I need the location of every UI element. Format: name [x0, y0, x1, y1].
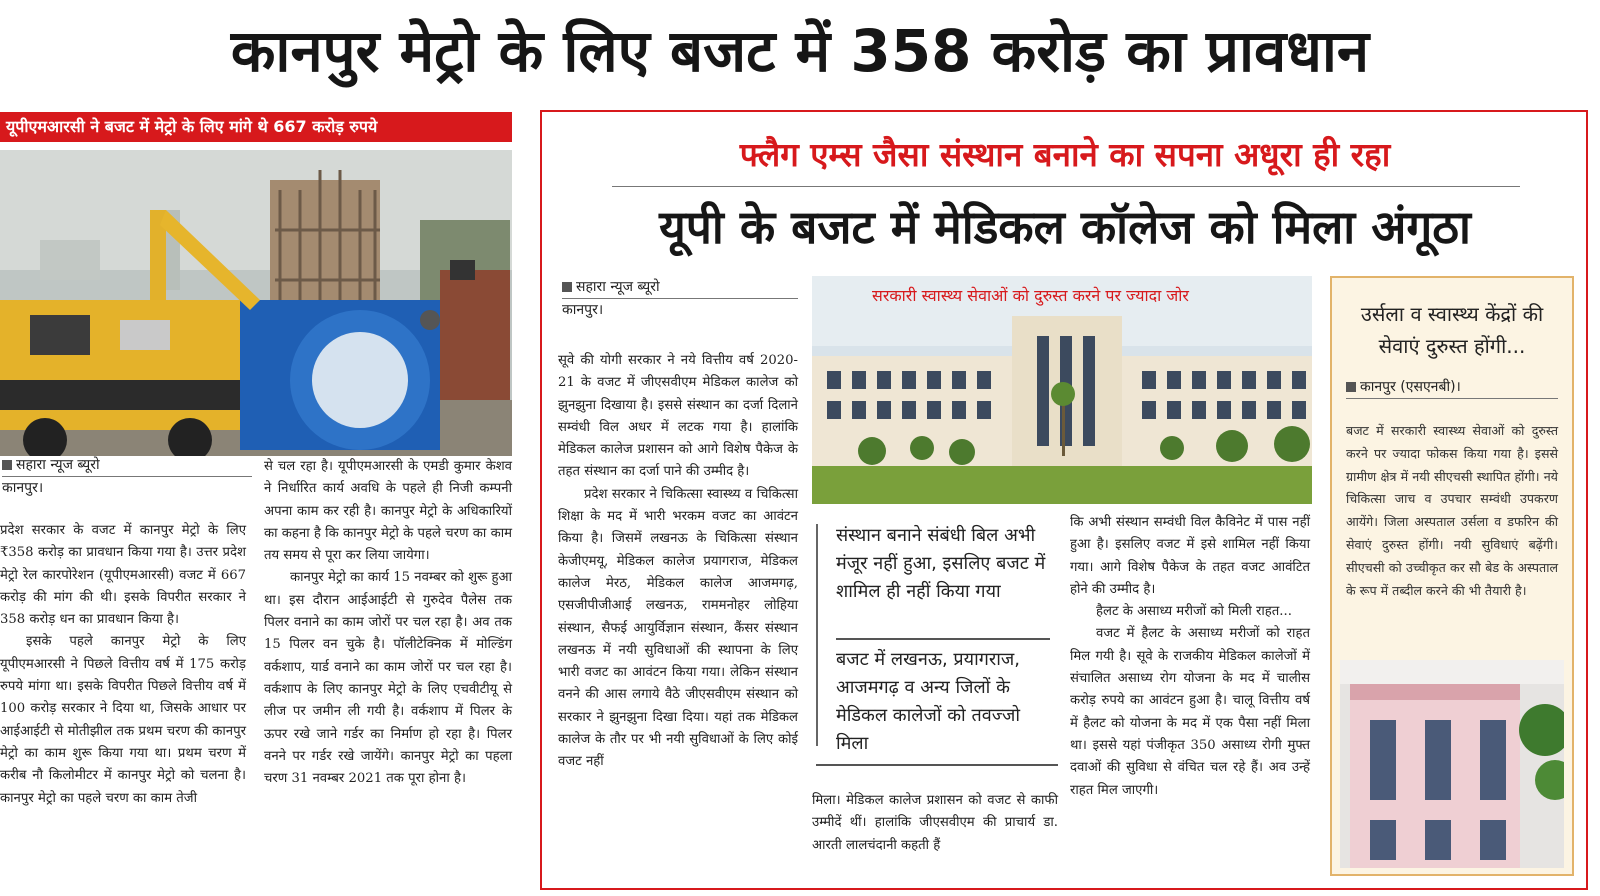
left-dateline: कानपुर।: [2, 480, 44, 496]
left-col2-para-2: कानपुर मेट्रो का कार्य 15 नवम्बर को शुरू हुआ था। इस दौरान आईआईटी से गुरुदेव पैलेस तक पिलर वनाने का काम जोरों पर चल रहा है। अव तक 15 पिलर वन चुके है। पॉलीटेक्निक में मोल्डिंग वर्कशाप, यार्ड वनाने का काम जोरों पर चल रहा है। वर्कशाप के लिए कानपुर मेट्रो के लिए एचवीटीयू से लीज पर जमीन ली गयी है। वर्कशाप में पिलर के ऊपर रखे जाने गर्डर का निर्माण हो रहा है। पिलर वनने पर गर्डर रखे जायेंगे। कानपुर मेट्रो का पहला चरण 31 नवम्बर 2021 तक पूरा होना है।: [264, 570, 512, 787]
bullet-square-icon: [2, 460, 12, 470]
right-col1-para-1: सूवे की योगी सरकार ने नये वित्तीय वर्ष 2020-21 के वजट में जीएसवीएम मेडिकल कालेज को झुनझुना दिखाया है। इससे संस्थान का दर्जा दिलाने सम्वंधी विल अधर में लटक गया है। हालांकि मेडिकल कालेज प्रशासन को आगे विशेष पैकेज के तहत संस्थान का दर्जा पाने की उम्मीद है।: [558, 353, 798, 480]
left-kicker: यूपीएमआरसी ने बजट में मेट्रो के लिए मांगे थे 667 करोड़ रुपये: [0, 112, 512, 142]
right-headline: यूपी के बजट में मेडिकल कॉलेज को मिला अंगूठा: [659, 200, 1471, 254]
pull-quote-divider: [836, 638, 1050, 640]
right-dateline: कानपुर।: [562, 302, 604, 318]
right-story-column-2-tail: मिला। मेडिकल कालेज प्रशासन को वजट से काफी उम्मीदें थीं। हालांकि जीएसवीएम की प्राचार्य डा. आरती लालचंदानी कहती हैं: [812, 793, 1058, 853]
pull-quote-bottom-rule: [816, 764, 1058, 766]
sidebar-text: बजट में सरकारी स्वास्थ्य सेवाओं को दुरुस्त करने पर ज्यादा फोकस किया गया है। इससे ग्रामीण क्षेत्र में नयी सीएचसी स्थापित होंगी। नये चिकित्सा जाच व उपचार सम्वंधी उपकरण आयेंगे। जिला अस्पताल उर्सला व डफरिन की सेवाएं दुरुस्त होंगी। नयी सुविधाएं बढ़ेंगी। सीएचसी को उच्चीकृत कर सौ बेड के अस्पताल के रूप में तब्दील करने की भी तैयारी है।: [1346, 423, 1558, 598]
right-byline: सहारा न्यूज ब्यूरो: [576, 279, 660, 295]
ursala-hospital-photo: [1340, 660, 1564, 868]
right-col3-para-1: कि अभी संस्थान सम्वंधी विल कैविनेट में पास नहीं हुआ है। इसलिए वजट में इसे शामिल नहीं किया गया। आगे विशेष पैकेज के तहत वजट आवंटित होने की उम्मीद है।: [1070, 515, 1310, 597]
sidebar-dateline: कानपुर (एसएनबी)।: [1360, 379, 1461, 395]
left-byline-block: [2, 454, 252, 499]
right-story-column-3: [1070, 512, 1310, 802]
pull-quote-bar: [816, 524, 818, 746]
bullet-square-icon: [562, 282, 572, 292]
left-col1-para-2: इसके पहले कानपुर मेट्रो के लिए यूपीएमआरसी ने पिछले वित्तीय वर्ष में 175 करोड़ रुपये मांगा था। इसके विपरीत पिछले वित्तीय वर्ष में 100 करोड़ सरकार ने दिया था, जिसके आधार पर आईआईटी से मोतीझील तक प्रथम चरण की कानपुर मेट्रो का काम शुरू किया गया था। प्रथम चरण में करीब नौ किलोमीटर में कानपुर मेट्रो को चलना है। कानपुर मेट्रो का पहले चरण का काम तेजी: [0, 634, 246, 806]
right-story-column-1: [558, 350, 798, 774]
main-headline: कानपुर मेट्रो के लिए बजट में 358 करोड़ का प्रावधान: [230, 17, 1370, 85]
right-subheadline: फ्लैग एम्स जैसा संस्थान बनाने का सपना अधूरा ही रहा: [739, 135, 1391, 174]
left-col2-para-1: से चल रहा है। यूपीएमआरसी के एमडी कुमार केशव ने निर्धारित कार्य अवधि के पहले ही निजी कम्पनी अपना काम कर रही है। कानपुर मेट्रो के अधिकारियों का कहना है कि कानपुर मेट्रो के पहले चरण का काम तय समय से पूरा कर लिया जायेगा।: [264, 459, 512, 564]
right-col3-para-2: वजट में हैलट के असाध्य मरीजों को राहत मिल गयी है। सूवे के राजकीय मेडिकल कालेजों में संचालित असाध्य रोग योजना के मद में चालीस करोड़ रुपये का आवंटन हुआ है। चालू वित्तीय वर्ष में हैलट को योजना के मद में एक पैसा नहीं मिला था। इससे यहां पंजीकृत 350 असाध्य रोगी मुफ्त दवाओं की सुविधा से वंचित चल रहे हैं। अव उन्हें राहत मिल जाएगी।: [1070, 626, 1310, 798]
metro-construction-photo: [0, 150, 512, 456]
sidebar-rule: [1346, 398, 1558, 399]
photo-caption: सरकारी स्वास्थ्य सेवाओं को दुरुस्त करने पर ज्यादा जोर: [872, 286, 1189, 305]
subhead-rule: [612, 186, 1520, 187]
left-story-column-2: [264, 456, 512, 790]
pull-quote-2: बजट में लखनऊ, प्रयागराज, आजमगढ़ व अन्य जिलों के मेडिकल कालेजों को तवज्जो मिला: [836, 649, 1021, 754]
left-story-column-1: [0, 520, 246, 810]
sidebar-dateline-block: [1346, 376, 1558, 399]
right-col1-para-2: प्रदेश सरकार ने चिकित्सा स्वास्थ्य व चिकित्सा शिक्षा के मद में भारी भरकम वजट का आवंटन किया है। जिसमें लखनऊ के चिकित्सा संस्थान केजीएमयू, मेडिकल कालेज प्रयागराज, मेडिकल कालेज मेरठ, मेडिकल कालेज आजमगढ़, एसजीपीजीआई लखनऊ, राममनोहर लोहिया संस्थान, सैफई आयुर्विज्ञान संस्थान, कैंसर संस्थान लखनऊ में नयी सुविधाओं की स्थापना के लिए भारी वजट का आवंटन किया गया। लेकिन संस्थान वनने की आस लगाये वैठे जीएसवीएम संस्थान को सरकार ने झुनझुना दिखा दिया। यहां तक मेडिकल कालेज के तौर पर भी नयी सुविधाओं के लिए कोई वजट नहीं: [558, 486, 798, 770]
pull-quote-1: संस्थान बनाने संबंधी बिल अभी मंजूर नहीं हुआ, इसलिए बजट में शामिल ही नहीं किया गया: [836, 525, 1046, 602]
sidebar-title: उर्सला व स्वास्थ्य केंद्रों की सेवाएं दुरुस्त होंगी...: [1360, 302, 1544, 358]
left-byline: सहारा न्यूज ब्यूरो: [16, 457, 100, 473]
medical-college-photo: [812, 276, 1312, 504]
right-col3-subhead: हैलट के असाध्य मरीजों को मिली राहत...: [1096, 604, 1292, 620]
left-col1-para-1: प्रदेश सरकार के वजट में कानपुर मेट्रो के लिए ₹358 करोड़ का प्रावधान किया गया है। उत्तर प्रदेश मेट्रो रेल कारपोरेशन (यूपीएमआरसी) वजट में 667 करोड़ की मांग की थी। इसके विपरीत सरकार ने 358 करोड़ धन का प्रावधान किया है।: [0, 523, 246, 628]
bullet-square-icon: [1346, 382, 1356, 392]
right-byline-block: [562, 276, 798, 321]
